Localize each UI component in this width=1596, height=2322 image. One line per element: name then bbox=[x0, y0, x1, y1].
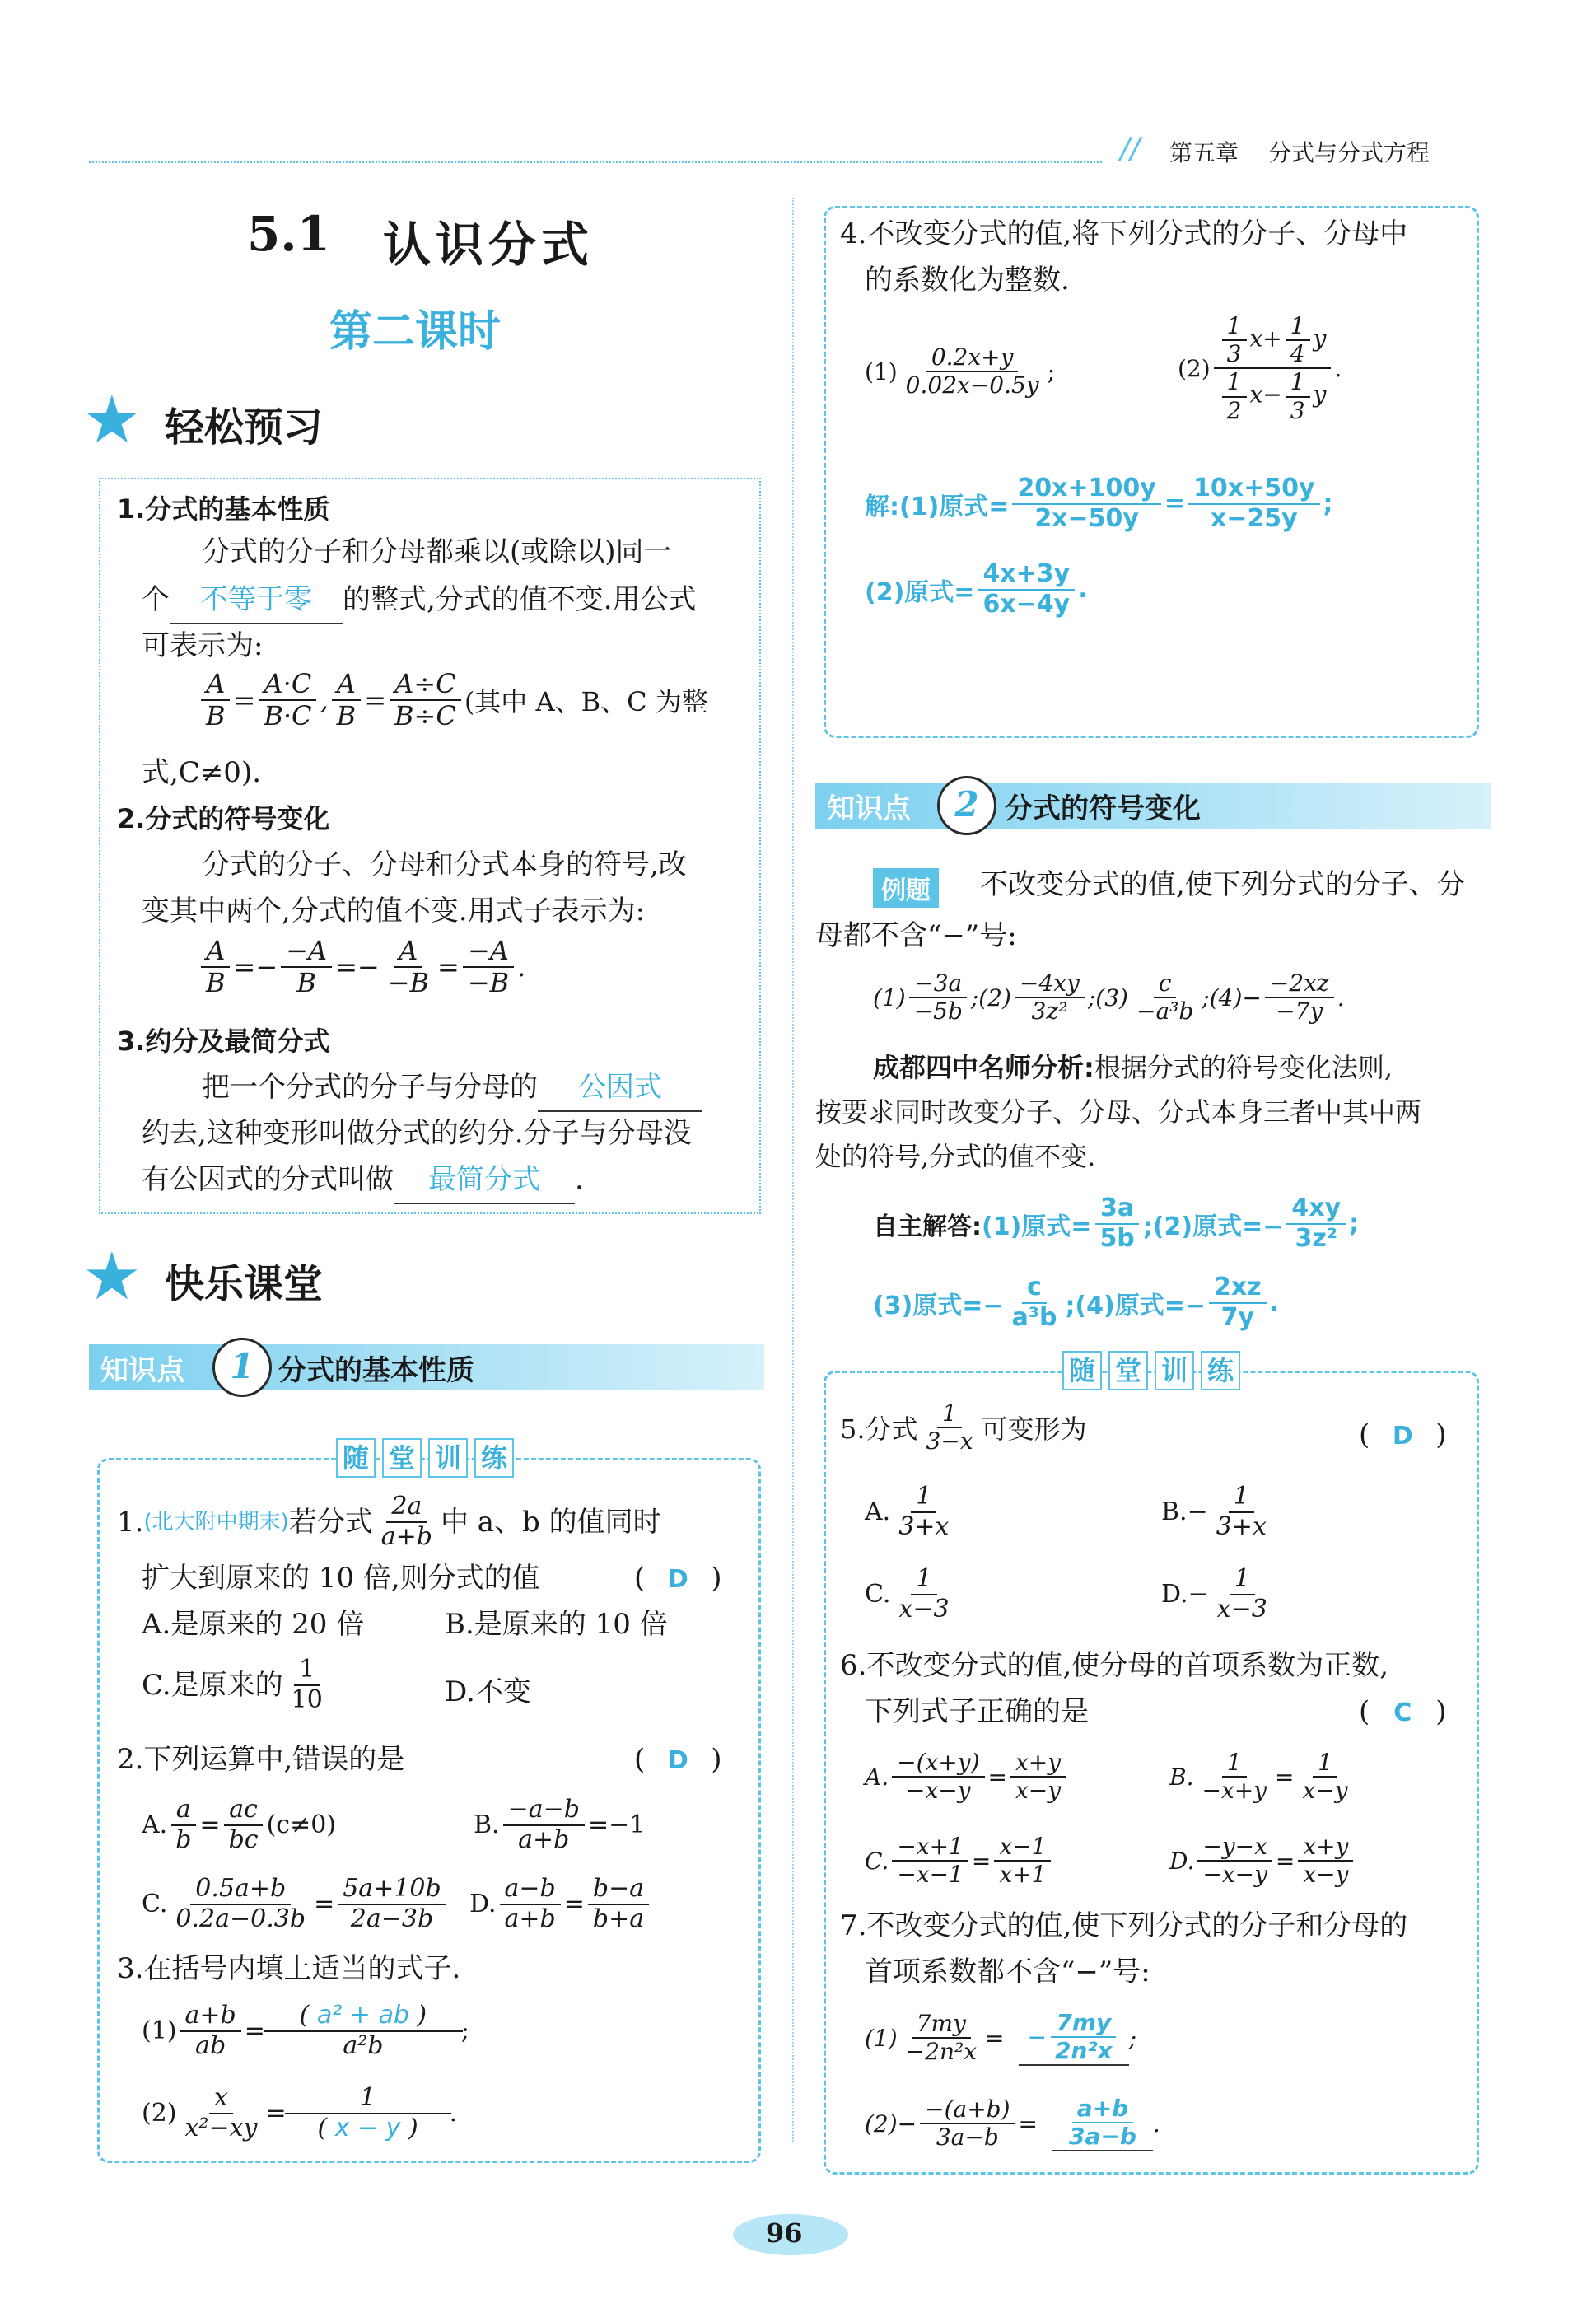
q1-stem: 1. (北大附中期末) 若分式 $\frac{2a}{a+b}$ 中 a、b 的值同时 bbox=[117, 1492, 661, 1551]
knowledge-point-1: 知识点 1 分式的基本性质 bbox=[89, 1344, 764, 1390]
q1-optA: A.是原来的 20 倍 bbox=[142, 1608, 365, 1641]
s1-line2: 个 不等于零 的整式,分式的值不变.用公式 bbox=[142, 577, 697, 624]
kp1-number: 1 bbox=[212, 1338, 272, 1397]
formula-sign: $\frac{A}{B}$ =− $\frac{-A}{B}$ =− $\frac{A}{-B}$ = $\frac{-A}{-B}$ . bbox=[198, 936, 525, 998]
q4-part1: (1) $\frac{0.2x+y}{0.02x-0.5y}$ ; bbox=[865, 343, 1056, 399]
example-tag: 例题 bbox=[873, 868, 939, 908]
star-icon: ★ bbox=[82, 381, 142, 458]
kp2-title: 分式的符号变化 bbox=[1005, 792, 1201, 825]
q6-paren: ( C ) bbox=[1359, 1695, 1447, 1728]
fill-nonzero: 不等于零 bbox=[170, 577, 343, 624]
q4-part2: (2) $\frac{1}{3}$ x+ $\frac{1}{4}$ y $\frac{1}{2}$ x− $\frac{1}{3}$ y . bbox=[1178, 312, 1342, 424]
lesson-period: 第二课时 bbox=[329, 306, 502, 357]
q1-line2: 扩大到原来的 10 倍,则分式的值 bbox=[142, 1562, 540, 1595]
analysis-line1: 成都四中名师分析:根据分式的符号变化法则, bbox=[873, 1052, 1393, 1083]
q1-paren: ( D ) bbox=[634, 1562, 722, 1595]
q6-options-AB: A. $\frac{-(x+y)}{-x-y}$ = $\frac{x+y}{x-y}$ B. $\frac{1}{-x+y}$ = $\frac{1}{x-y}$ bbox=[865, 1749, 1348, 1805]
q5-stem: 5.分式 $\frac{1}{3-x}$ 可变形为 bbox=[840, 1399, 1087, 1455]
s3-line2: 约去,这种变形叫做分式的约分.分子与分母没 bbox=[142, 1117, 692, 1150]
self-answer-1: 自主解答: (1)原式= $\frac{3a}{5b}$ ;(2)原式=− $\frac{4xy}{\text{3z²}}$ ; bbox=[873, 1194, 1360, 1253]
preview-heading: 轻松预习 bbox=[165, 404, 324, 451]
kp1-title: 分式的基本性质 bbox=[278, 1354, 474, 1387]
header-title: 分式与分式方程 bbox=[1268, 139, 1430, 166]
q3-fill2: x − y bbox=[334, 2113, 401, 2142]
s1-line1: 分式的分子和分母都乘以(或除以)同一 bbox=[202, 535, 672, 568]
star-icon: ★ bbox=[82, 1238, 142, 1315]
q2-paren: ( D ) bbox=[634, 1743, 722, 1776]
s2-line2: 变其中两个,分式的值不变.用式子表示为: bbox=[142, 895, 646, 927]
q3-part1: (1) $\frac{a+b}{ab}$ = $\frac{\text{( a² + ab )}}{\text{a²b}}$ ; bbox=[142, 2001, 469, 2060]
s3-title: 3.约分及最简分式 bbox=[117, 1026, 330, 1057]
q3-stem: 3.在括号内填上适当的式子. bbox=[117, 1952, 461, 1985]
s1-line3: 可表示为: bbox=[142, 629, 264, 662]
q5-paren: ( D ) bbox=[1359, 1418, 1447, 1451]
q5-options-AB: A. $\frac{1}{3+x}$ B.− $\frac{1}{3+x}$ bbox=[865, 1482, 1267, 1541]
q3-part2: (2) $\frac{x}{\text{x²−xy}}$ = $\frac{1}{( x - y )}$ . bbox=[142, 2083, 458, 2142]
s3-line3: 有公因式的分式叫做 最简分式 . bbox=[142, 1156, 584, 1204]
q6-options-CD: C. $\frac{-x+1}{-x-1}$ = $\frac{x-1}{x+1}$ D. $\frac{-y-x}{-x-y}$ = $\frac{x+y}{x-y}$ bbox=[865, 1834, 1458, 1888]
q4-solution1: 解:(1)原式= $\frac{20x+100y}{2x-50y}$ = $\frac{10x+50y}{x-25y}$ ; bbox=[865, 474, 1333, 533]
drill-label: 随 堂 训 练 bbox=[336, 1438, 514, 1478]
example-line1: 不改变分式的值,使下列分式的分子、分 bbox=[980, 868, 1465, 901]
analysis-line3: 处的符号,分式的值不变. bbox=[815, 1141, 1096, 1172]
q2-optB: B. $\frac{-a-b}{a+b}$ =−1 bbox=[474, 1795, 646, 1854]
q4-solution2: (2)原式= $\frac{4x+3y}{6x-4y}$ . bbox=[865, 559, 1088, 619]
q7-line1: 7.不改变分式的值,使下列分式的分子和分母的 bbox=[840, 1909, 1408, 1942]
q7-line2: 首项系数都不含“−”号: bbox=[865, 1955, 1150, 1988]
formula-basic: $\frac{A}{B}$ = $\frac{A\cdot C}{B\cdot C}$ , $\frac{A}{B}$ = $\frac{A\div C}{B\div C}$ (其中 A、B、C 为整 bbox=[198, 669, 708, 731]
q4-line1: 4.不改变分式的值,将下列分式的分子、分母中 bbox=[840, 217, 1408, 250]
fill-simplest: 最简分式 bbox=[394, 1156, 575, 1204]
column-divider bbox=[792, 198, 794, 2142]
lesson-title: 认识分式 bbox=[383, 217, 595, 273]
analysis-line2: 按要求同时改变分子、分母、分式本身三者中其中两 bbox=[815, 1096, 1422, 1128]
drill-label: 随 堂 训 练 bbox=[1062, 1351, 1240, 1390]
knowledge-point-2: 知识点 2 分式的符号变化 bbox=[815, 783, 1491, 829]
q6-line2: 下列式子正确的是 bbox=[865, 1695, 1089, 1728]
header-slashes: // bbox=[1120, 132, 1141, 166]
self-answer-2: (3)原式=− $\frac{c}{\text{a³b}}$ ;(4)原式=− $\frac{2xz}{7y}$ . bbox=[873, 1273, 1280, 1332]
page-number: 96 bbox=[766, 2217, 803, 2249]
q2-optD: D. $\frac{a-b}{a+b}$ = $\frac{b-a}{b+a}$ bbox=[469, 1875, 652, 1933]
q7-part2: (2)− $\frac{-(a+b)}{3a-b}$ = $\frac{a+b}{3a-b}$ . bbox=[865, 2095, 1160, 2151]
header-chapter: 第五章 bbox=[1169, 139, 1239, 166]
s1-title: 1.分式的基本性质 bbox=[117, 493, 330, 525]
s2-title: 2.分式的符号变化 bbox=[117, 803, 330, 834]
s1-line5: 式,C≠0). bbox=[142, 756, 262, 789]
q2-optA: A. $\frac{a}{b}$ = $\frac{ac}{bc}$ (c≠0) bbox=[142, 1795, 337, 1854]
q1-optB: B.是原来的 10 倍 bbox=[445, 1608, 668, 1641]
class-heading: 快乐课堂 bbox=[165, 1261, 324, 1307]
q3-fill1: a² + ab bbox=[316, 2001, 409, 2030]
q1-optC: C.是原来的 $\frac{1}{10}$ bbox=[142, 1655, 323, 1714]
q5-options-CD: C. $\frac{1}{x-3}$ D.− $\frac{1}{x-3}$ bbox=[865, 1564, 1267, 1624]
s1-note: (其中 A、B、C 为整 bbox=[464, 685, 708, 717]
q6-line1: 6.不改变分式的值,使分母的首项系数为正数, bbox=[840, 1649, 1389, 1682]
q1-optD: D.不变 bbox=[445, 1675, 531, 1708]
q2-optC: C. $\frac{0.5a+b}{0.2a-0.3b}$ = $\frac{5a+10b}{2a-3b}$ bbox=[142, 1875, 450, 1933]
q2-stem: 2.下列运算中,错误的是 bbox=[117, 1743, 405, 1776]
header-rule bbox=[89, 161, 1102, 163]
kp2-number: 2 bbox=[937, 776, 996, 835]
example-line2: 母都不含“−”号: bbox=[815, 919, 1017, 952]
s2-line1: 分式的分子、分母和分式本身的符号,改 bbox=[202, 848, 687, 881]
s3-line1: 把一个分式的分子与分母的 公因式 bbox=[202, 1064, 702, 1112]
example-exprs: (1) $\frac{-3a}{-5b}$ ;(2) $\frac{-4xy}{\text{3z²}}$ ;(3) $\frac{c}{\text{−a³b}}$ ;(4)− $\frac{-2xz}{-7y}$ . bbox=[873, 969, 1345, 1026]
fill-common-factor: 公因式 bbox=[538, 1064, 702, 1112]
q4-line2: 的系数化为整数. bbox=[865, 264, 1070, 297]
q7-part1: (1) $\frac{7my}{\text{−2n²x}}$ = − $\frac{7my}{\text{2n²x}}$ ; bbox=[865, 2009, 1137, 2066]
lesson-number: 5.1 bbox=[247, 206, 330, 262]
